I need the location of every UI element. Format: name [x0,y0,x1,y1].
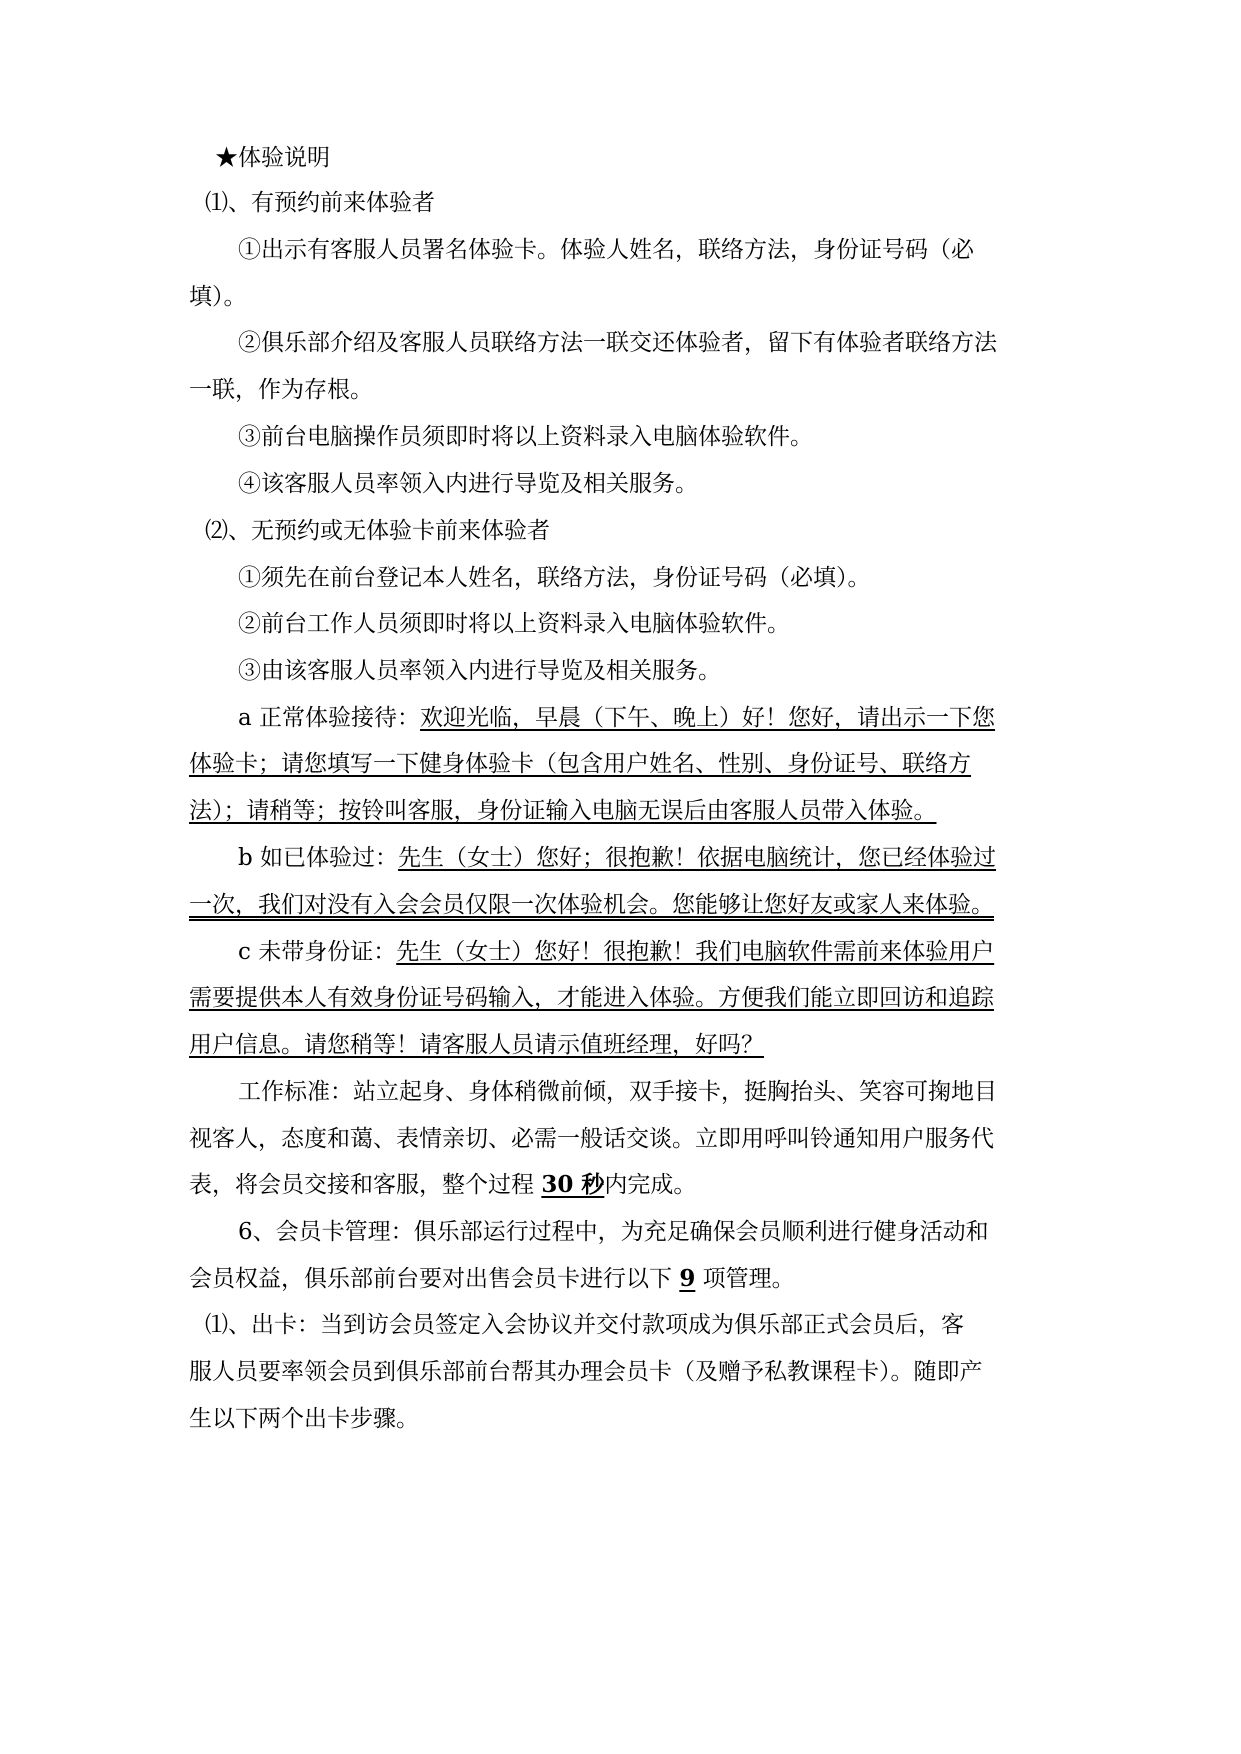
script-b-text-2: 一次，我们对没有入会会员仅限一次体验机会。您能够让您好友或家人来体验。 [189,892,994,918]
s2-item-3: ③由该客服人员率领入内进行导览及相关服务。 [238,658,721,684]
card-issue-line-3: 生以下两个出卡步骤。 [189,1406,419,1432]
time-limit-value: 30 秒 [541,1171,605,1198]
script-c-label: c 未带身份证： [238,939,397,965]
s1-item-3: ③前台电脑操作员须即时将以上资料录入电脑体验软件。 [238,424,813,450]
s2-item-2: ②前台工作人员须即时将以上资料录入电脑体验软件。 [238,611,790,637]
card-issue-line-2: 服人员要率领会员到俱乐部前台帮其办理会员卡（及赠予私教课程卡）。随即产 [189,1359,983,1385]
card-management-line-1: 6、会员卡管理：俱乐部运行过程中，为充足确保会员顺利进行健身活动和 [238,1219,989,1245]
s1-item-1-line-2: 填）。 [189,284,247,310]
script-b-label: b 如已体验过： [238,845,399,871]
card-management-text: 会员权益，俱乐部前台要对出售会员卡进行以下 [189,1266,680,1292]
script-c-line-2 [189,980,1059,1016]
s1-item-2-line-2: 一联，作为存根。 [189,377,373,403]
work-standard-text: 表，将会员交接和客服，整个过程 [189,1172,542,1198]
script-b-line-2 [189,887,1059,923]
subsection-heading-1: ⑴、有预约前来体验者 [205,190,435,216]
script-c-text-3: 用户信息。请您稍等！请客服人员请示值班经理，好吗？ [189,1032,764,1058]
script-a-text-2: 体验卡；请您填写一下健身体验卡（包含用户姓名、性别、身份证号、联络方 [189,751,971,777]
script-b-line-1 [238,840,1059,876]
s1-item-2-line-1: ②俱乐部介绍及客服人员联络方法一联交还体验者，留下有体验者联络方法 [238,330,997,356]
card-management-text-end: 项管理。 [695,1266,795,1292]
subsection-heading-2: ⑵、无预约或无体验卡前来体验者 [205,518,550,544]
script-b-text: 先生（女士）您好；很抱歉！依据电脑统计，您已经体验过 [398,845,997,871]
script-a-line-2 [189,746,1059,782]
script-a-label: a 正常体验接待： [238,705,421,731]
s1-item-1-line-1: ①出示有客服人员署名体验卡。体验人姓名，联络方法，身份证号码（必 [238,237,974,263]
work-standard-line-2: 视客人，态度和蔼、表情亲切、必需一般话交谈。立即用呼叫铃通知用户服务代 [189,1126,994,1152]
work-standard-line-1: 工作标准：站立起身、身体稍微前倾，双手接卡，挺胸抬头、笑容可掬地目 [238,1079,997,1105]
s2-item-1: ①须先在前台登记本人姓名，联络方法，身份证号码（必填）。 [238,565,871,591]
work-standard-text-end: 内完成。 [604,1172,697,1198]
script-c-line-3 [189,1027,1059,1063]
script-a-line-1 [238,700,1059,736]
script-c-line-1 [238,934,1059,970]
section-title: ★体验说明 [215,145,330,171]
script-a-text-3: 法）；请稍等；按铃叫客服，身份证输入电脑无误后由客服人员带入体验。 [189,798,937,824]
management-count-value: 9 [679,1265,696,1292]
script-c-text-2: 需要提供本人有效身份证号码输入，才能进入体验。方便我们能立即回访和追踪 [189,985,994,1011]
card-issue-line-1: ⑴、出卡：当到访会员签定入会协议并交付款项成为俱乐部正式会员后，客 [205,1312,964,1338]
s1-item-4: ④该客服人员率领入内进行导览及相关服务。 [238,471,698,497]
script-a-line-3 [189,793,1059,829]
work-standard-line-3 [189,1167,1059,1203]
script-c-text: 先生（女士）您好！很抱歉！我们电脑软件需前来体验用户 [396,939,995,965]
script-a-text: 欢迎光临，早晨（下午、晚上）好！您好，请出示一下您 [420,705,996,731]
card-management-line-2 [189,1261,1059,1297]
